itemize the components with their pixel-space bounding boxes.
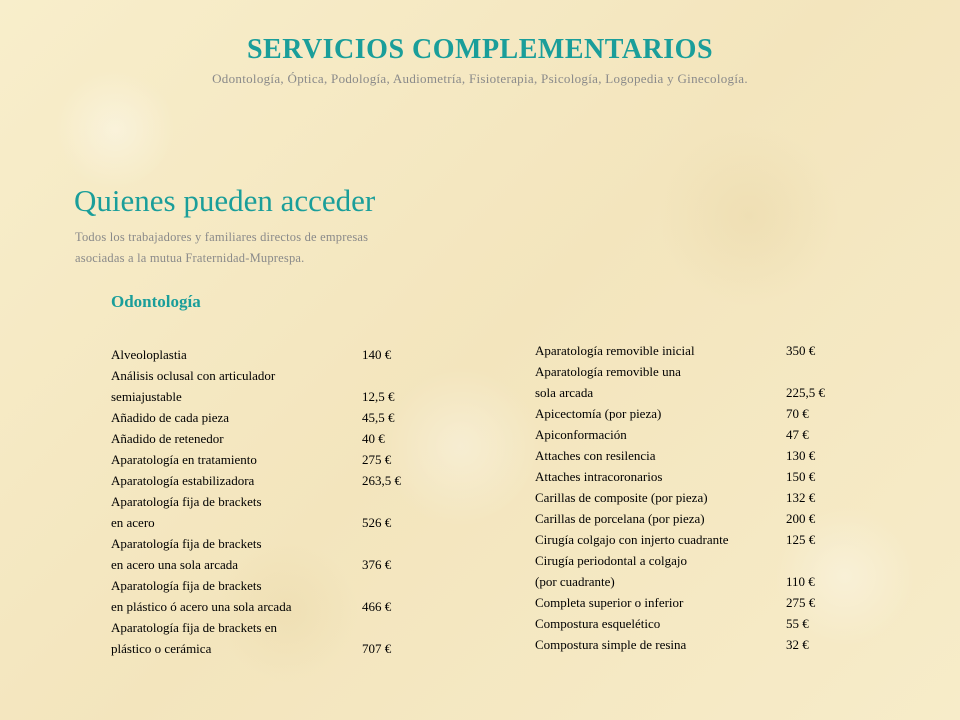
service-price: 55 €: [786, 616, 809, 631]
section-heading-odontologia: Odontología: [111, 292, 201, 311]
service-label: Análisis oclusal con articulador: [111, 368, 276, 383]
price-row: [535, 445, 855, 466]
service-label: Aparatología en tratamiento: [111, 452, 257, 467]
price-row: [535, 466, 855, 487]
service-price: 110 €: [786, 574, 815, 589]
price-row: [535, 340, 855, 361]
service-price: 125 €: [786, 532, 816, 547]
service-label: Cirugía colgajo con injerto cuadrante: [535, 532, 729, 547]
service-label: en plástico ó acero una sola arcada: [111, 599, 292, 614]
service-label: Attaches intracoronarios: [535, 469, 663, 484]
service-price: 275 €: [786, 595, 816, 610]
access-description-line: Todos los trabajadores y familiares directos de empresas: [75, 230, 369, 244]
price-row: [535, 529, 855, 550]
price-row: [535, 508, 855, 529]
service-label: (por cuadrante): [535, 574, 615, 589]
price-row: [111, 533, 431, 554]
service-label: Apiconformación: [535, 427, 627, 442]
price-row: [111, 596, 431, 617]
service-label: Aparatología fija de brackets: [111, 494, 262, 509]
price-row: [111, 365, 431, 386]
service-label: Aparatología fija de brackets en: [111, 620, 278, 635]
price-row: [535, 613, 855, 634]
service-price: 466 €: [362, 599, 392, 614]
service-label: semiajustable: [111, 389, 182, 404]
service-price: 132 €: [786, 490, 816, 505]
access-description-line: asociadas a la mutua Fraternidad-Muprespa.: [75, 251, 305, 265]
service-label: Aparatología estabilizadora: [111, 473, 255, 488]
service-label: Compostura esquelético: [535, 616, 661, 631]
price-row: [535, 424, 855, 445]
service-label: sola arcada: [535, 385, 594, 400]
page-title: SERVICIOS COMPLEMENTARIOS: [246, 34, 714, 65]
service-price: 200 €: [786, 511, 816, 526]
price-row: [535, 382, 855, 403]
price-row: [111, 575, 431, 596]
price-row: [535, 592, 855, 613]
price-row: [111, 617, 431, 638]
service-price: 275 €: [362, 452, 392, 467]
service-label: Apicectomía (por pieza): [535, 406, 662, 421]
service-label: Añadido de cada pieza: [111, 410, 230, 425]
price-row: [111, 344, 431, 365]
service-label: Attaches con resilencia: [535, 448, 656, 463]
service-label: Compostura simple de resina: [535, 637, 687, 652]
price-row: [111, 554, 431, 575]
service-price: 376 €: [362, 557, 392, 572]
price-row: [111, 428, 431, 449]
service-price: 225,5 €: [786, 385, 825, 400]
service-label: Cirugía periodontal a colgajo: [535, 553, 687, 568]
price-row: [111, 470, 431, 491]
page-subtitle: Odontología, Óptica, Podología, Audiometría, Fisioterapia, Psicología, Logopedia y Ginecología.: [212, 71, 748, 86]
service-price: 45,5 €: [362, 410, 395, 425]
service-label: Carillas de composite (por pieza): [535, 490, 708, 505]
service-label: en acero una sola arcada: [111, 557, 239, 572]
price-row: [535, 403, 855, 424]
price-row: [535, 550, 855, 571]
price-row: [111, 491, 431, 512]
service-label: Aparatología fija de brackets: [111, 536, 262, 551]
service-price: 140 €: [362, 347, 392, 362]
service-price: 130 €: [786, 448, 816, 463]
service-price: 263,5 €: [362, 473, 401, 488]
service-label: Aparatología fija de brackets: [111, 578, 262, 593]
price-list-left: [111, 344, 431, 659]
service-price: 707 €: [362, 641, 392, 656]
service-label: Completa superior o inferior: [535, 595, 684, 610]
access-description: [75, 227, 495, 269]
price-list-right: [535, 340, 855, 655]
service-price: 70 €: [786, 406, 809, 421]
price-row: [535, 571, 855, 592]
price-row: [111, 512, 431, 533]
price-row: [535, 634, 855, 655]
service-label: Aparatología removible una: [535, 364, 681, 379]
service-label: en acero: [111, 515, 155, 530]
service-label: Añadido de retenedor: [111, 431, 224, 446]
price-row: [535, 361, 855, 382]
price-row: [111, 449, 431, 470]
service-price: 47 €: [786, 427, 809, 442]
service-label: Aparatología removible inicial: [535, 343, 695, 358]
service-price: 40 €: [362, 431, 385, 446]
price-row: [111, 638, 431, 659]
service-price: 350 €: [786, 343, 816, 358]
service-price: 32 €: [786, 637, 809, 652]
service-label: Carillas de porcelana (por pieza): [535, 511, 705, 526]
access-heading: Quienes pueden acceder: [74, 183, 376, 218]
price-row: [535, 487, 855, 508]
service-price: 150 €: [786, 469, 816, 484]
service-price: 12,5 €: [362, 389, 395, 404]
service-label: Alveoloplastia: [111, 347, 187, 362]
service-price: 526 €: [362, 515, 392, 530]
service-label: plástico o cerámica: [111, 641, 212, 656]
price-row: [111, 386, 431, 407]
price-row: [111, 407, 431, 428]
